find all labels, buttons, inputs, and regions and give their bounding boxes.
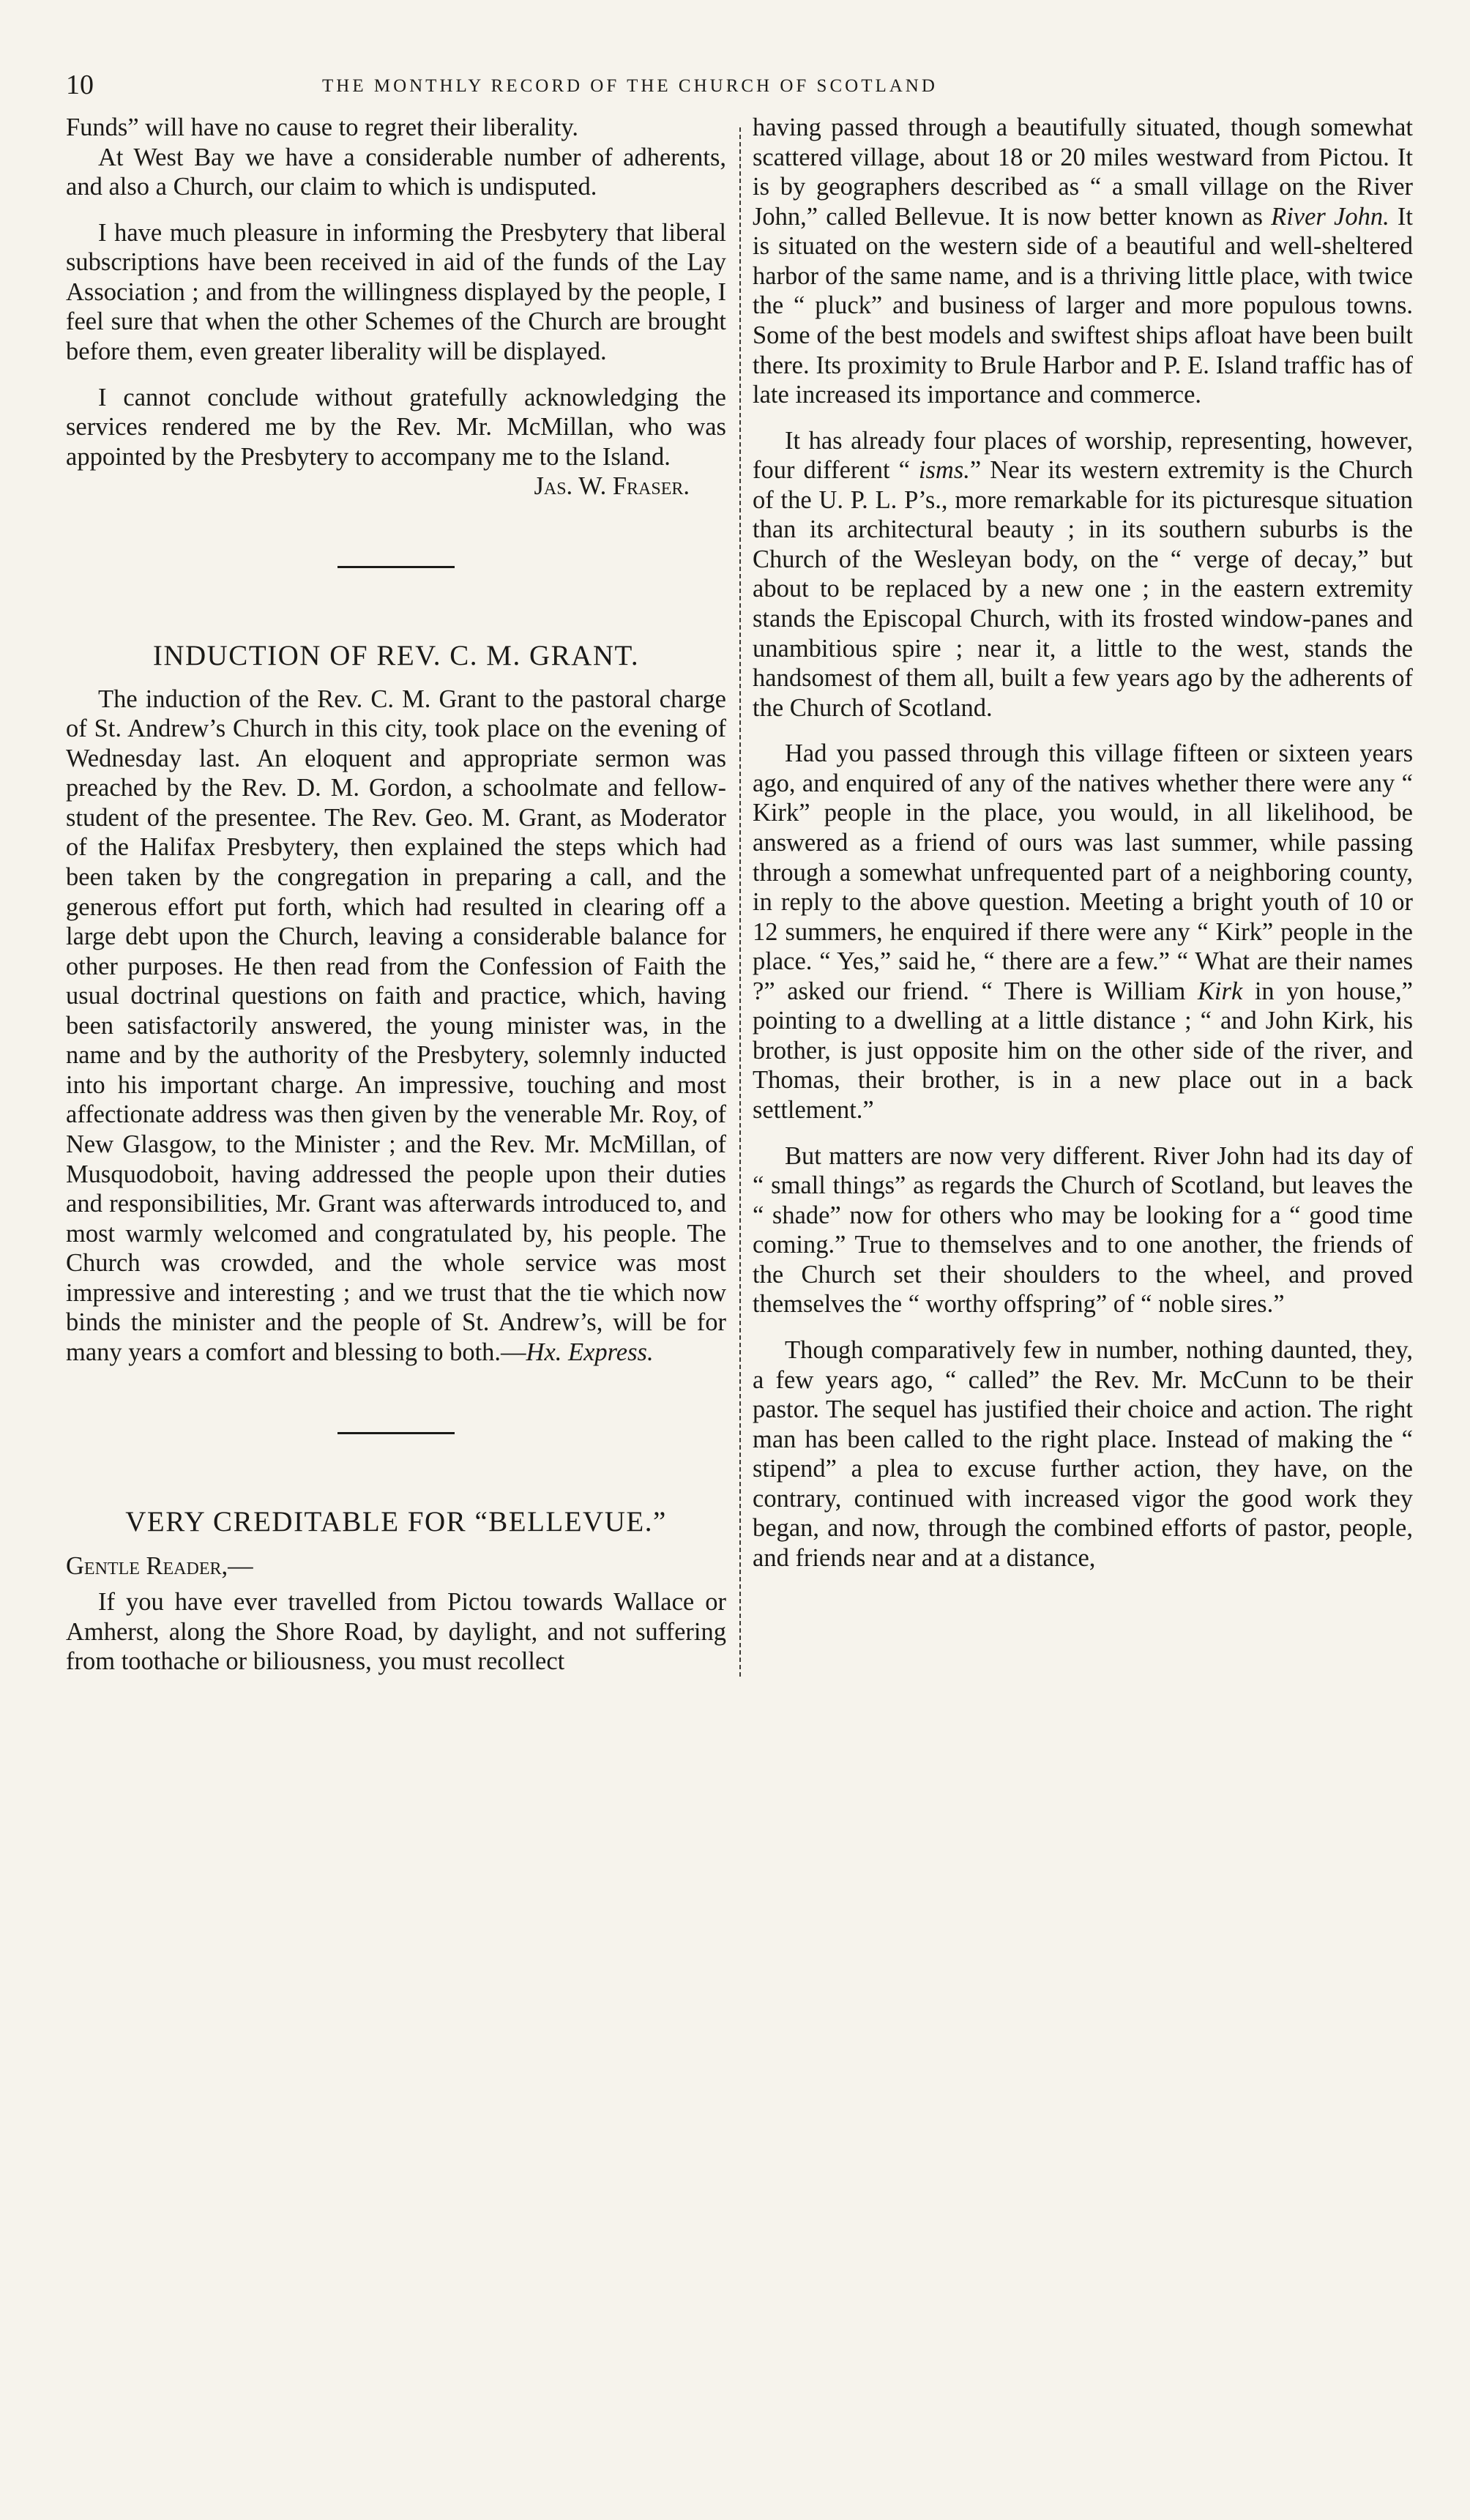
text-run: Had you passed through this village fifteen or sixteen years ago, and enquired of any of the natives whether there were any “ Kirk” people in the place, you would, in all likelihood, be answered as a friend of ours was last summer, while passing through a somewhat unfrequented part of a neighboring county, in reply to the above question. Meeting a bright youth of 10 or 12 summers, he enquired if there were any “ Kirk” people in the place. “ Yes,” said he, “ there are a few.” “ What are their names ?” asked our friend. “ There is William <box>753 739 1413 1005</box>
section-divider <box>337 566 455 568</box>
italic-text: isms. <box>918 456 970 485</box>
paragraph: At West Bay we have a considerable number of adherents, and also a Church, our claim to which is undisputed. <box>66 143 726 201</box>
text-run: It has already four places of worship, representing, however, four different “ <box>753 426 1413 485</box>
text-run: having passed through a beautifully situated, though somewhat scattered village, about 18 or 20 miles westward from Pictou. It is by geographers described as “ a small village on the River John,” called Bellevue. It is now better known as <box>753 113 1413 231</box>
article-heading-bellevue: VERY CREDITABLE FOR “BELLEVUE.” <box>125 1505 667 1537</box>
paragraph: But matters are now very different. River John had its day of “ small things” as regards the Church of Scotland, but leaves the “ shade” now for others who may be looking for a “ good time coming.” True to themselves and to one another, the friends of the Church set their shoulders to the wheel, and proved themselves the “ worthy offspring” of “ noble sires.” <box>753 1141 1413 1319</box>
salutation: Gentle Reader,— <box>66 1552 253 1581</box>
running-head <box>66 61 1441 113</box>
text-run: ” Near its western extremity is the Church of the U. P. L. P’s., more remarkable for its picturesque situation than its architectural beauty ; in its southern suburbs is the Church of the Wesleyan body, on the “ verge of decay,” but about to be replaced by a new one ; in the eastern extremity stands the Episcopal Church, with its frosted window-panes and unambitious spire ; near it, a little to the west, stands the handsomest of them all, built a few years ago by the adherents of the Church of Scotland. <box>753 456 1413 722</box>
page-number: 10 <box>66 70 94 100</box>
right-column <box>741 113 1413 1573</box>
paragraph <box>753 426 1413 723</box>
italic-text: Kirk <box>1197 977 1243 1005</box>
source-credit: Hx. Express. <box>526 1338 654 1366</box>
paragraph: If you have ever travelled from Pictou towards Wallace or Amherst, along the Shore Road, by daylight, and not suffering from toothache or biliousness, you must recollect <box>66 1587 726 1676</box>
running-title: THE MONTHLY RECORD OF THE CHURCH OF SCOTLAND <box>322 76 938 96</box>
article-body-induction <box>66 685 726 1368</box>
induction-text: The induction of the Rev. C. M. Grant to the pastoral charge of St. Andrew’s Church in this city, took place on the evening of Wednesday last. An eloquent and appropriate sermon was preached by the Rev. D. M. Gordon, a schoolmate and fellow-student of the presentee. The Rev. Geo. M. Grant, as Moderator of the Halifax Presbytery, then explained the steps which had been taken by the congregation in preparing a call, and the generous effort put forth, which had resulted in clearing off a large debt upon the Church, leaving a considerable balance for other purposes. He then read from the Confession of Faith the usual doctrinal questions on faith and practice, which, having been satisfactorily answered, the young minister was, in the name and by the authority of the Presbytery, solemnly inducted into his important charge. An impressive, touching and most affectionate address was then given by the venerable Mr. Roy, of New Glasgow, to the Minister ; and the Rev. Mr. McMillan, of Musquodoboit, having addressed the people upon their duties and responsibilities, Mr. Grant was afterwards introduced to, and most warmly welcomed and congratulated by, his people. The Church was crowded, and the whole service was most impressive and interesting ; and we trust that the tie which now binds the minister and the people of St. Andrew’s, will be for many years a comfort and blessing to both.— <box>66 685 726 1366</box>
signature: Jas. W. Fraser. <box>534 472 690 501</box>
left-column <box>66 113 739 1677</box>
article-heading-induction: INDUCTION OF REV. C. M. GRANT. <box>152 639 640 671</box>
section-divider <box>337 1432 455 1434</box>
paragraph <box>753 739 1413 1125</box>
text-run: It is situated on the western side of a beautiful and well-sheltered harbor of the same name, and is a thriving little place, with twice the “ pluck” and business of larger and more populous towns. Some of the best models and swiftest ships afloat have been built there. Its proximity to Brule Harbor and P. E. Island traffic has of late increased its importance and commerce. <box>753 202 1414 409</box>
italic-text: River John. <box>1271 202 1389 231</box>
paragraph: Though comparatively few in number, nothing daunted, they, a few years ago, “ called” the Rev. Mr. McCunn to be their pastor. The sequel has justified their choice and action. The right man has been called to the right place. Instead of making the “ stipend” a plea to excuse further action, they have, on the contrary, continued with increased vigor the good work they began, and now, through the combined efforts of pastor, people, and friends near and at a distance, <box>753 1335 1413 1572</box>
paragraph: I have much pleasure in informing the Presbytery that liberal subscriptions have been received in aid of the funds of the Lay Association ; and from the willingness displayed by the people, I feel sure that when the other Schemes of the Church are brought before them, even greater liberality will be displayed. <box>66 218 726 365</box>
text-run: in yon house,” pointing to a dwelling at a little distance ; “ and John Kirk, his brother, is just opposite him on the other side of the river, and Thomas, their brother, is in a new place out in a back settlement.” <box>753 977 1413 1124</box>
paragraph: Funds” will have no cause to regret their liberality. <box>66 113 579 141</box>
two-column-body <box>66 113 1441 1677</box>
paragraph <box>753 113 1413 410</box>
paragraph: I cannot conclude without gratefully acknowledging the services rendered me by the Rev. Mr. McMillan, who was appointed by the Presbytery to accompany me to the Island. <box>66 383 726 471</box>
